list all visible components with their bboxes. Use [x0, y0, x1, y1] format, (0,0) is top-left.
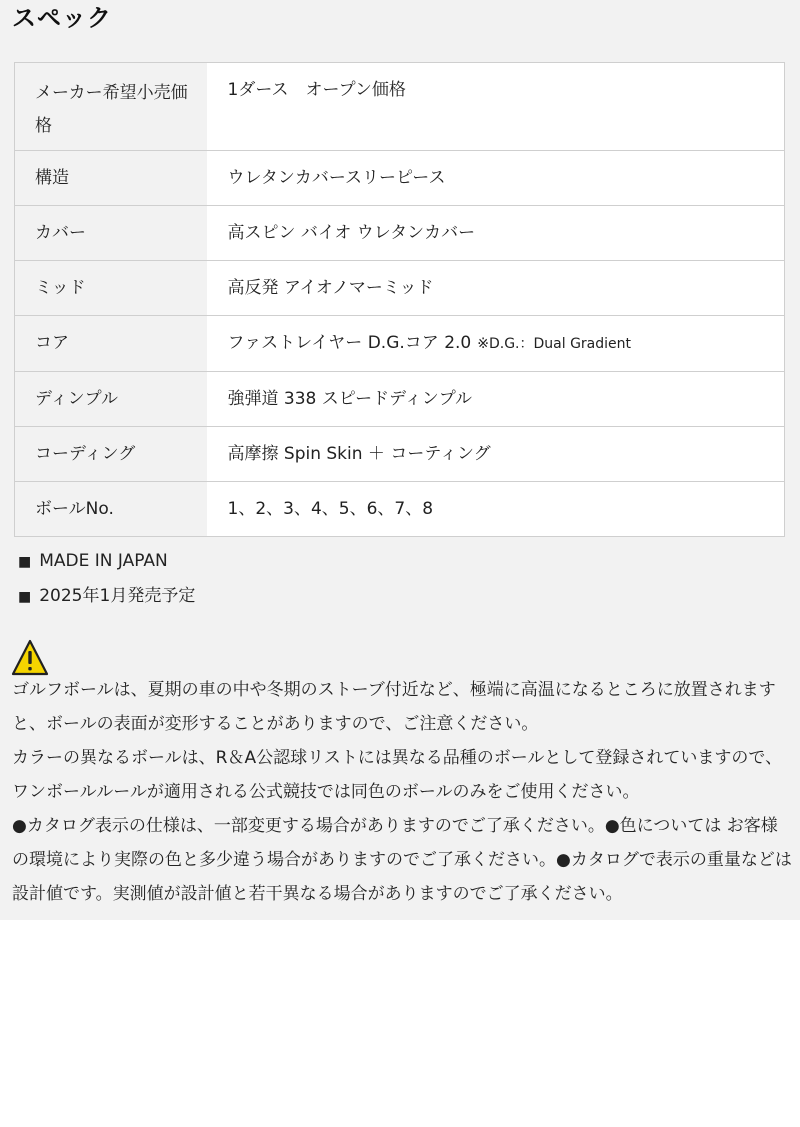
spec-label: ミッド [15, 261, 207, 316]
table-row [15, 206, 785, 261]
caution-paragraph: カラーの異なるボールは、R＆A公認球リストには異なる品種のボールとして登録されていますので、ワンボールルールが適用される公式競技では同色のボールのみをご使用ください。 [12, 748, 783, 802]
table-row [15, 261, 785, 316]
caution-paragraph: ゴルフボールは、夏期の車の中や冬期のストーブ付近など、極端に高温になるところに放置されますと、ボールの表面が変形することがありますので、ご注意ください。 [12, 680, 776, 734]
core-note: ※D.G.：Dual Gradient [477, 336, 632, 352]
spec-label: ディンプル [15, 372, 207, 427]
table-row [15, 316, 785, 372]
spec-value: 高摩擦 Spin Skin ＋ コーティング [207, 427, 785, 482]
spec-value: 高スピン バイオ ウレタンカバー [207, 206, 785, 261]
spec-label: ボールNo. [15, 482, 207, 537]
spec-label: メーカー希望小売価格 [15, 63, 207, 151]
spec-value [207, 316, 785, 372]
spec-label: 構造 [15, 151, 207, 206]
spec-value: 高反発 アイオノマーミッド [207, 261, 785, 316]
list-item [18, 544, 195, 579]
square-bullet-icon: ■ [18, 554, 32, 570]
spec-value: ウレタンカバースリーピース [207, 151, 785, 206]
table-row [15, 482, 785, 537]
spec-table [14, 62, 785, 537]
spec-value: 1ダース オープン価格 [207, 63, 785, 151]
bullet-list [18, 544, 195, 614]
spec-label: コア [15, 316, 207, 372]
table-row [15, 63, 785, 151]
list-item [18, 579, 195, 614]
caution-paragraph: ●カタログ表示の仕様は、一部変更する場合がありますのでご了承ください。●色については お客様の環境により実際の色と多少違う場合がありますのでご了承ください。●カタログで表示の重量などは設計値です。実測値が設計値と若干異なる場合がありますのでご了承ください。 [12, 816, 792, 904]
warning-triangle-icon [11, 639, 49, 677]
spec-label: カバー [15, 206, 207, 261]
caution-notes [12, 673, 792, 911]
spec-label: コーディング [15, 427, 207, 482]
bullet-text: MADE IN JAPAN [39, 551, 168, 571]
table-row [15, 372, 785, 427]
table-row [15, 427, 785, 482]
bullet-text: 2025年1月発売予定 [39, 586, 196, 606]
section-title: スペック [12, 4, 112, 32]
core-value-text: ファストレイヤー D.G.コア 2.0 [227, 333, 472, 353]
table-row [15, 151, 785, 206]
square-bullet-icon: ■ [18, 589, 32, 605]
spec-value: 強弾道 338 スピードディンプル [207, 372, 785, 427]
spec-value: 1、2、3、4、5、6、7、8 [207, 482, 785, 537]
